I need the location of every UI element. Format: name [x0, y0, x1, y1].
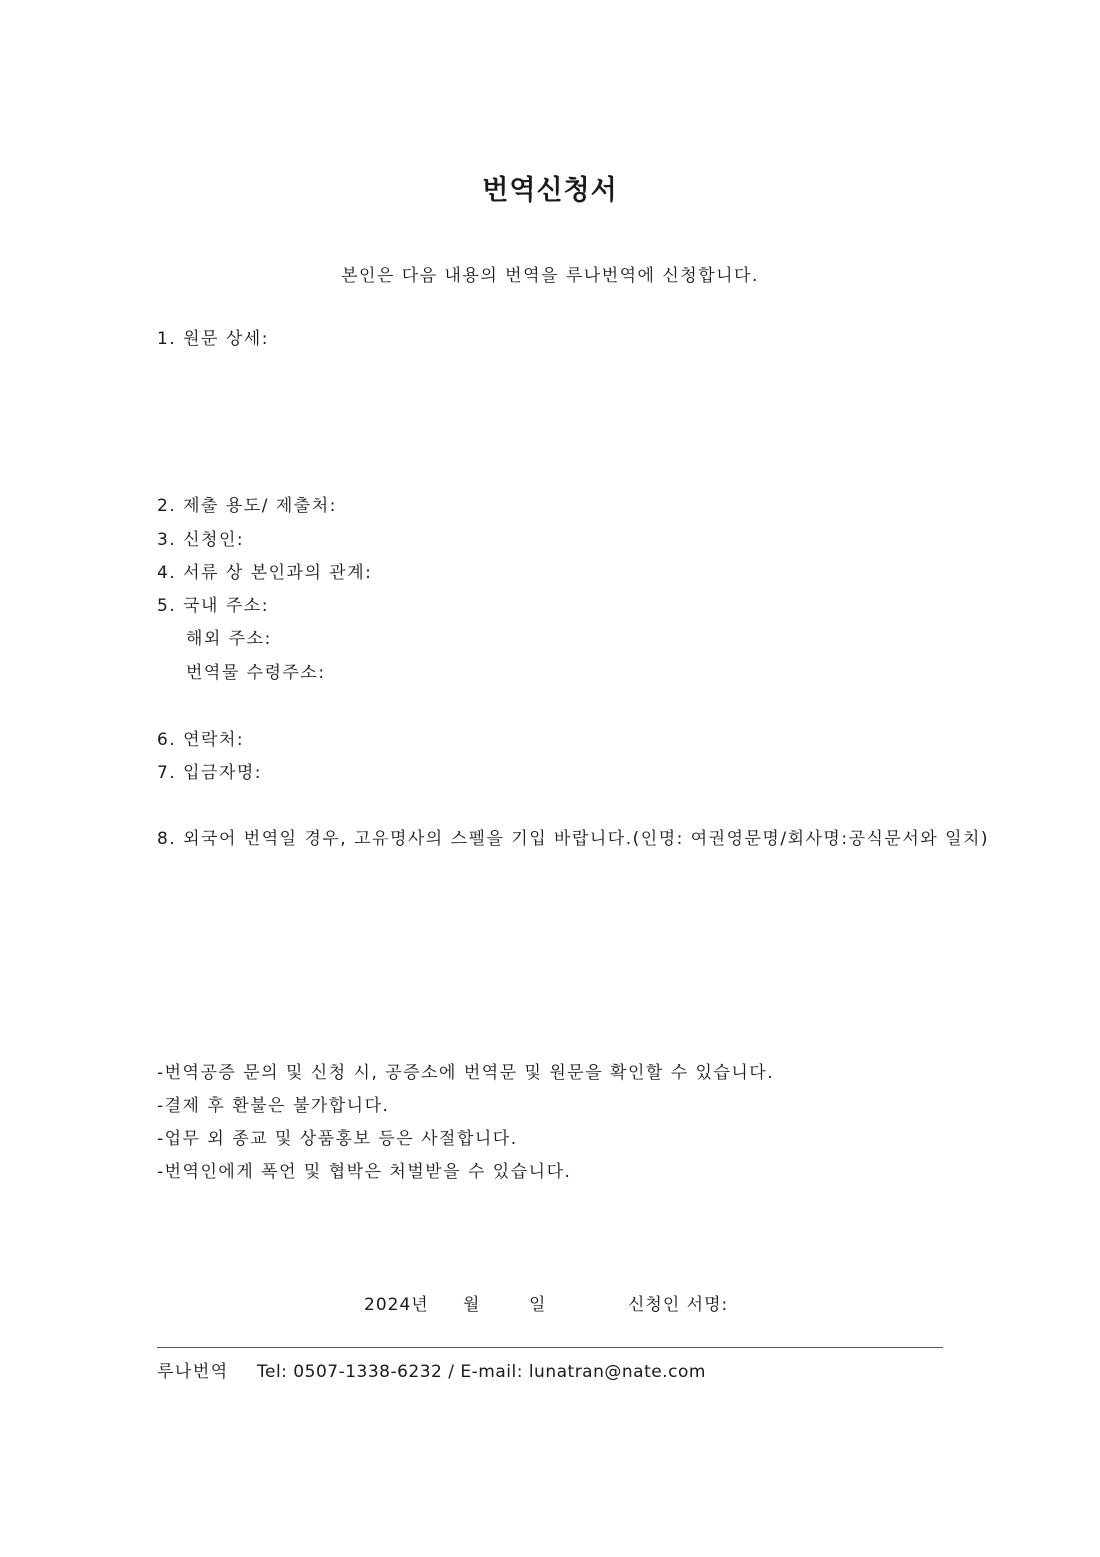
- note-no-solicitation: -업무 외 종교 및 상품홍보 등은 사절합니다.: [157, 1129, 518, 1149]
- document-title: 번역신청서: [482, 175, 618, 206]
- footer-contact: Tel: 0507-1338-6232 / E-mail: lunatran@nate.com: [257, 1362, 706, 1382]
- note-abuse-warning: -번역인에게 폭언 및 협박은 처벌받을 수 있습니다.: [157, 1162, 572, 1182]
- item-applicant: 3. 신청인:: [157, 530, 245, 550]
- item-overseas-address: 해외 주소:: [186, 629, 272, 649]
- signature-day: 일: [529, 1295, 547, 1315]
- item-receipt-address: 번역물 수령주소:: [186, 663, 326, 683]
- signature-month: 월: [463, 1295, 481, 1315]
- item-submission-purpose: 2. 제출 용도/ 제출처:: [157, 496, 337, 516]
- signature-year: 2024년: [364, 1295, 429, 1315]
- note-no-refund: -결제 후 환불은 불가합니다.: [157, 1096, 390, 1116]
- item-domestic-address: 5. 국내 주소:: [157, 596, 269, 616]
- signature-label: 신청인 서명:: [628, 1295, 729, 1315]
- footer-divider: [157, 1347, 943, 1348]
- item-depositor-name: 7. 입금자명:: [157, 763, 263, 783]
- item-relationship: 4. 서류 상 본인과의 관계:: [157, 563, 373, 583]
- item-original-details: 1. 원문 상세:: [157, 329, 269, 349]
- item-contact: 6. 연락처:: [157, 730, 245, 750]
- footer-company: 루나번역: [157, 1362, 229, 1382]
- item-proper-noun-spelling: 8. 외국어 번역일 경우, 고유명사의 스펠을 기입 바랍니다.(인명: 여권영문명/회사명:공식문서와 일치): [157, 829, 990, 849]
- intro-statement: 본인은 다음 내용의 번역을 루나번역에 신청합니다.: [341, 266, 759, 286]
- note-notarization: -번역공증 문의 및 신청 시, 공증소에 번역문 및 원문을 확인할 수 있습니다.: [157, 1063, 775, 1083]
- footer: [157, 1361, 706, 1383]
